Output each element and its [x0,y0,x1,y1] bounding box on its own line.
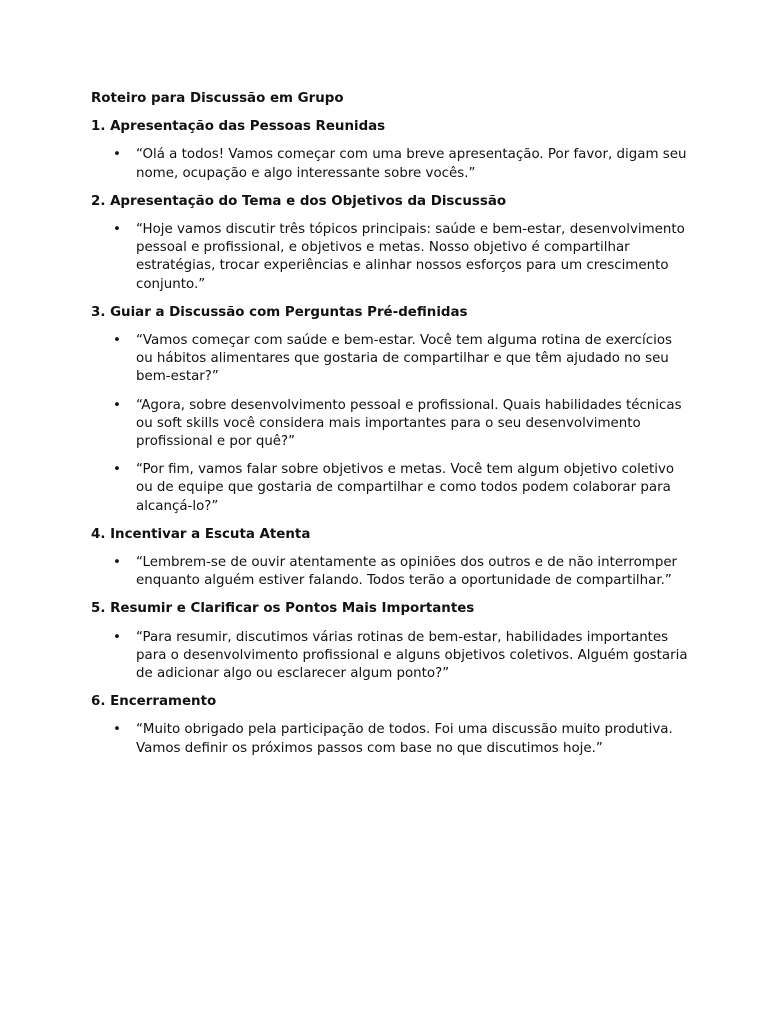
list-item [91,397,691,452]
bullet-icon: • [113,333,121,349]
bullet-text: “Muito obrigado pela participação de todos. Foi uma discussão muito produtiva. Vamos definir os próximos passos com base no que discutimos hoje.” [136,722,673,756]
bullet-text: “Hoje vamos discutir três tópicos principais: saúde e bem-estar, desenvolvimento pessoal e profissional, e objetivos e metas. Nosso objetivo é compartilhar estratégias, trocar experiências e alinhar nossos esforços para um crescimento conjunto.” [136,222,685,292]
list-item [91,629,691,684]
section-3-bullet-list [91,332,691,516]
bullet-icon: • [113,462,121,478]
list-item [91,221,691,294]
bullet-text: “Para resumir, discutimos várias rotinas de bem-estar, habilidades importantes para o desenvolvimento profissional e alguns objetivos coletivos. Alguém gostaria de adicionar algo ou esclarecer algum ponto?” [136,629,688,682]
section-heading-4: 4. Incentivar a Escuta Atenta [91,526,311,542]
bullet-icon: • [113,555,121,571]
bullet-icon: • [113,397,121,413]
section-6-bullet-list [91,721,691,757]
bullet-text: “Por fim, vamos falar sobre objetivos e metas. Você tem algum objetivo coletivo ou de equipe que gostaria de compartilhar e como todos podem colaborar para alcançá-lo?” [136,462,675,514]
section-heading-3: 3. Guiar a Discussão com Perguntas Pré-definidas [91,304,468,320]
section-heading-5: 5. Resumir e Clarificar os Pontos Mais Importantes [91,601,475,617]
list-item [91,554,691,590]
section-heading-6: 6. Encerramento [91,694,217,710]
bullet-icon: • [113,222,121,238]
list-item [91,332,691,387]
list-item [91,721,691,757]
list-item [91,146,691,182]
section-5-bullet-list [91,629,691,684]
document-title: Roteiro para Discussão em Grupo [91,91,344,106]
bullet-icon: • [113,147,121,163]
section-2-bullet-list [91,221,691,294]
section-1-bullet-list [91,146,691,182]
document-page [91,90,691,768]
bullet-text: “Lembrem-se de ouvir atentamente as opiniões dos outros e de não interromper enquanto alguém estiver falando. Todos terão a oportunidade de compartilhar.” [136,555,678,589]
list-item [91,461,691,516]
bullet-icon: • [113,629,121,645]
bullet-text: “Agora, sobre desenvolvimento pessoal e profissional. Quais habilidades técnicas ou soft skills você considera mais importantes para o seu desenvolvimento profissional e por quê?” [136,397,682,450]
bullet-icon: • [113,722,121,738]
section-heading-2: 2. Apresentação do Tema e dos Objetivos da Discussão [91,193,507,209]
section-4-bullet-list [91,554,691,590]
bullet-text: “Olá a todos! Vamos começar com uma breve apresentação. Por favor, digam seu nome, ocupação e algo interessante sobre vocês.” [136,147,687,181]
section-heading-1: 1. Apresentação das Pessoas Reunidas [91,119,386,135]
bullet-text: “Vamos começar com saúde e bem-estar. Você tem alguma rotina de exercícios ou hábitos alimentares que gostaria de compartilhar e que têm ajudado no seu bem-estar?” [136,333,672,385]
